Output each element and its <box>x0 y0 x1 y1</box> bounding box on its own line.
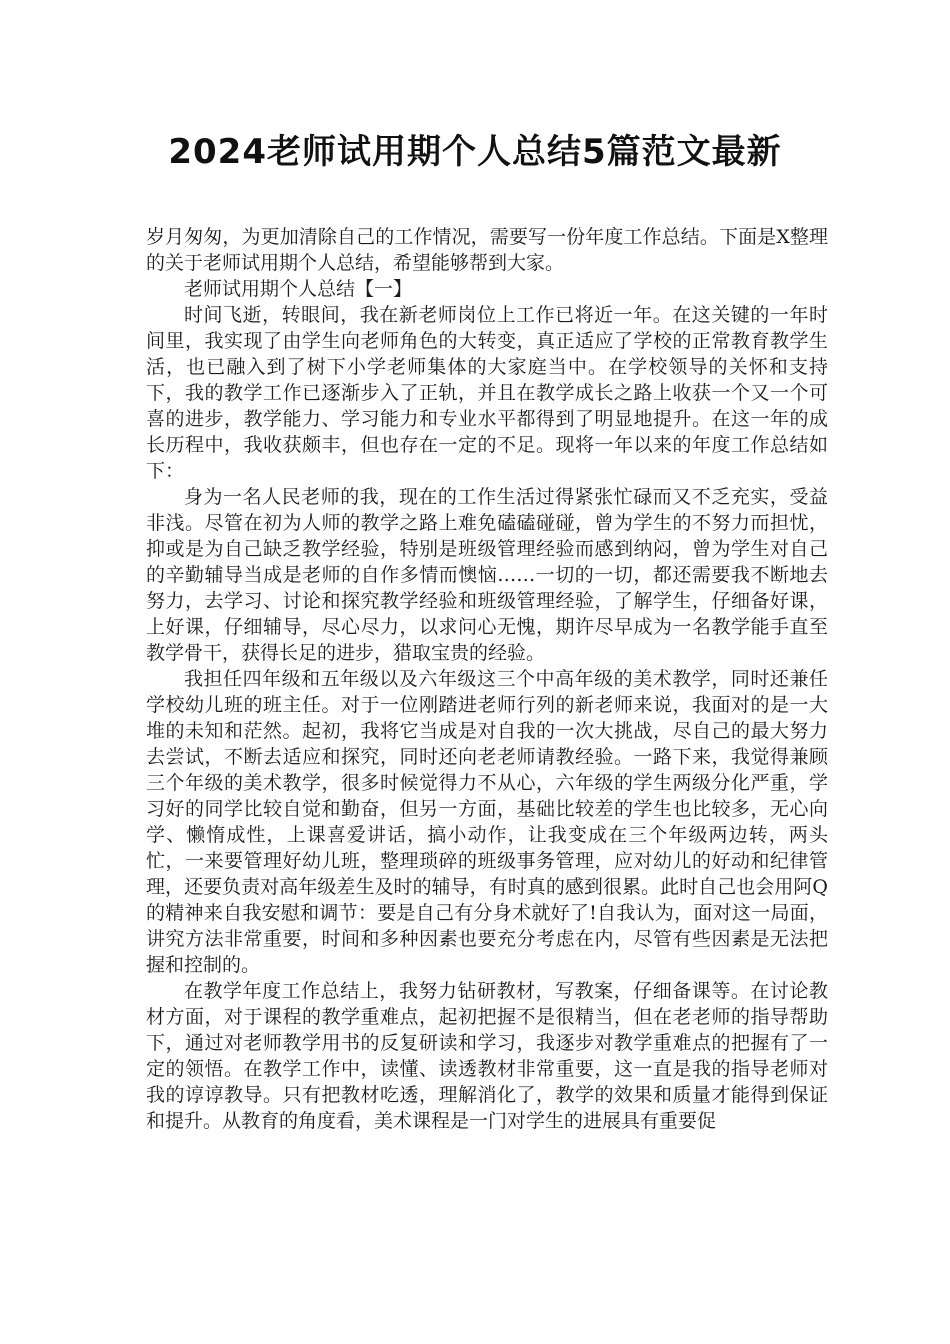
section-heading: 老师试用期个人总结【一】 <box>184 278 413 300</box>
paragraph: 我担任四年级和五年级以及六年级这三个中高年级的美术教学，同时还兼任学校幼儿班的班主任。对于一位刚踏进老师行列的新老师来说，我面对的是一大堆的未知和茫然。起初，我将它当成是对自我的一次大挑战，尽自己的最大努力去尝试，不断去适应和探究，同时还向老老师请教经验。一路下来，我觉得兼顾三个年级的美术教学，很多时候觉得力不从心，六年级的学生两级分化严重，学习好的同学比较自觉和勤奋，但另一方面，基础比较差的学生也比较多，无心向学、懒惰成性，上课喜爱讲话，搞小动作，让我变成在三个年级两边转，两头忙，一来要管理好幼儿班，整理琐碎的班级事务管理，应对幼儿的好动和纪律管理，还要负责对高年级差生及时的辅导，有时真的感到很累。此时自己也会用阿Q的精神来自我安慰和调节：要是自己有分身术就好了!自我认为，面对这一局面，讲究方法非常重要，时间和多种因素也要充分考虑在内，尽管有些因素是无法把握和控制的。 <box>146 668 828 976</box>
paragraph: 身为一名人民老师的我，现在的工作生活过得紧张忙碌而又不乏充实，受益非浅。尽管在初为人师的教学之路上难免磕磕碰碰，曾为学生的不努力而担忧，抑或是为自己缺乏教学经验，特别是班级管理经验而感到纳闷，曾为学生对自己的辛勤辅导当成是老师的自作多情而懊恼……一切的一切，都还需要我不断地去努力，去学习、讨论和探究教学经验和班级管理经验，了解学生，仔细备好课，上好课，仔细辅导，尽心尽力，以求问心无愧，期许尽早成为一名教学能手直至教学骨干，获得长足的进步，猎取宝贵的经验。 <box>146 486 828 664</box>
document-title: 2024老师试用期个人总结5篇范文最新 <box>168 132 782 172</box>
paragraph: 时间飞逝，转眼间，我在新老师岗位上工作已将近一年。在这关键的一年时间里，我实现了由学生向老师角色的大转变，真正适应了学校的正常教育教学生活，也已融入到了树下小学老师集体的大家庭当中。在学校领导的关怀和支持下，我的教学工作已逐渐步入了正轨，并且在教学成长之路上收获一个又一个可喜的进步，教学能力、学习能力和专业水平都得到了明显地提升。在这一年的成长历程中，我收获颇丰，但也存在一定的不足。现将一年以来的年度工作总结如下： <box>146 304 828 482</box>
paragraph-intro: 岁月匆匆，为更加清除自己的工作情况，需要写一份年度工作总结。下面是X整理的关于老师试用期个人总结，希望能够帮到大家。 <box>146 226 828 274</box>
document-body <box>146 224 828 1134</box>
paragraph: 在教学年度工作总结上，我努力钻研教材，写教案，仔细备课等。在讨论教材方面，对于课程的教学重难点，起初把握不是很精当，但在老老师的指导帮助下，通过对老师教学用书的反复研读和学习，我逐步对教学重难点的把握有了一定的领悟。在教学工作中，读懂、读透教材非常重要，这一直是我的指导老师对我的谆谆教导。只有把教材吃透，理解消化了，教学的效果和质量才能得到保证和提升。从教育的角度看，美术课程是一门对学生的进展具有重要促 <box>146 980 828 1132</box>
